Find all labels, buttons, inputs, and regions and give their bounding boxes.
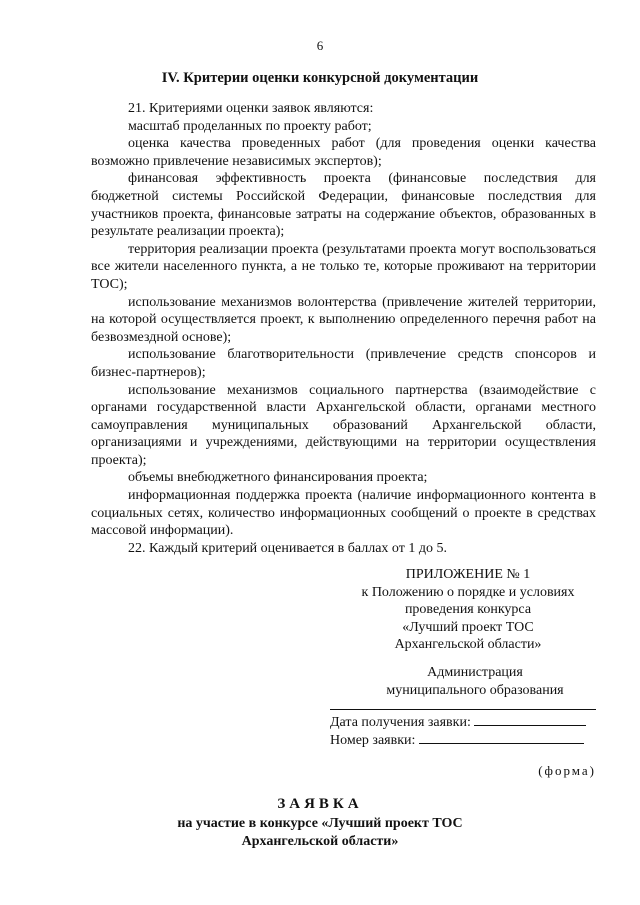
form-note: (форма) bbox=[538, 763, 596, 778]
paragraph-criterion: информационная поддержка проекта (наличие информационного контента в социальных сетях, количество информационных сообщений о проекте в средствах массовой информации). bbox=[91, 488, 596, 539]
paragraph-criterion: оценка качества проведенных работ (для проведения оценки качества возможно привлечение независимых экспертов); bbox=[91, 136, 596, 169]
application-subtitle-line: Архангельской области» bbox=[241, 833, 399, 849]
addressee-line: Администрация bbox=[427, 665, 523, 680]
application-subtitle bbox=[0, 815, 640, 850]
paragraph-criterion: масштаб проделанных по проекту работ; bbox=[128, 118, 372, 134]
appendix-title: ПРИЛОЖЕНИЕ № 1 bbox=[405, 567, 531, 582]
addressee-line: муниципального образования bbox=[386, 682, 564, 698]
addressee-block bbox=[340, 664, 610, 699]
paragraph-criterion: использование механизмов социального партнерства (взаимодействие с органами государственной власти Архангельской области, органами местного самоуправления муниципальных образований Архангельской области, организациями и учреждениями, действующими на территории осуществления проекта); bbox=[91, 382, 596, 468]
page-number: 6 bbox=[316, 38, 324, 53]
application-number-blank bbox=[419, 731, 584, 744]
application-subtitle-line: на участие в конкурсе «Лучший проект ТОС bbox=[177, 816, 463, 831]
application-number-label: Номер заявки: bbox=[330, 733, 416, 748]
appendix-line: к Положению о порядке и условиях bbox=[361, 584, 575, 600]
date-received-field bbox=[330, 713, 586, 731]
paragraph-criterion: использование механизмов волонтерства (привлечение жителей территории, на которой осуществляется проект, к выполнению определенного перечня работ на безвозмездной основе); bbox=[91, 294, 596, 345]
application-title: ЗАЯВКА bbox=[277, 796, 363, 812]
date-received-blank bbox=[474, 713, 586, 726]
application-number-field bbox=[330, 731, 584, 749]
paragraph-criterion: объемы внебюджетного финансирования проекта; bbox=[128, 470, 428, 486]
paragraph-intro: 21. Критериями оценки заявок являются: bbox=[128, 101, 374, 116]
appendix-line: проведения конкурса bbox=[404, 602, 532, 617]
paragraph-scoring: 22. Каждый критерий оценивается в баллах от 1 до 5. bbox=[128, 540, 447, 556]
appendix-block bbox=[340, 566, 596, 654]
paragraph-criterion: использование благотворительности (привлечение средств спонсоров и бизнес-партнеров); bbox=[91, 347, 596, 380]
section-title: IV. Критерии оценки конкурсной документации bbox=[161, 70, 479, 86]
paragraph-criterion: территория реализации проекта (результатами проекта могут воспользоваться все жители населенного пункта, а не только те, которые проживают на территории ТОС); bbox=[91, 241, 596, 292]
paragraph-criterion: финансовая эффективность проекта (финансовые последствия для бюджетной системы Российской Федерации, финансовые последствия для участников проекта, финансовые затраты на содержание объектов, образованных в результате реализации проекта); bbox=[91, 171, 596, 240]
date-received-label: Дата получения заявки: bbox=[330, 715, 471, 730]
appendix-line: «Лучший проект ТОС bbox=[402, 619, 534, 635]
appendix-line: Архангельской области» bbox=[394, 637, 542, 652]
criteria-list bbox=[91, 100, 596, 557]
divider-line bbox=[330, 709, 596, 710]
